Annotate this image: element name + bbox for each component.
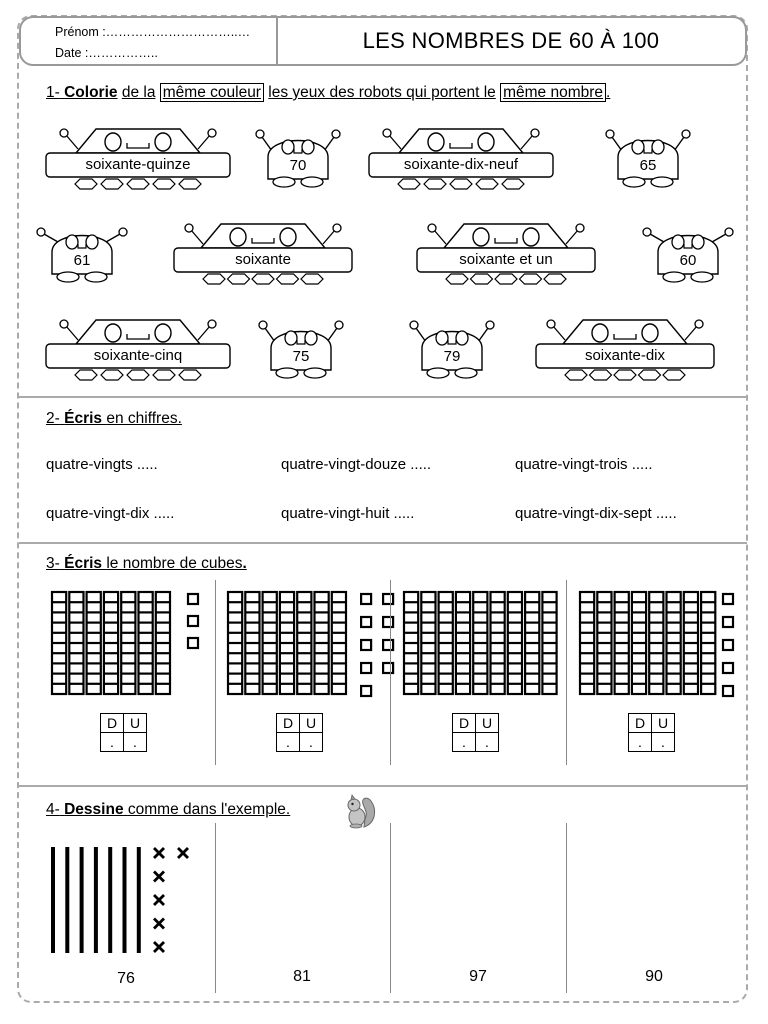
cubes-group: [580, 592, 750, 702]
ten-rod: [421, 592, 435, 694]
robot-label: soixante-dix-neuf: [403, 156, 519, 173]
unit-cross: [154, 895, 164, 905]
tens-answer-cell[interactable]: .: [277, 733, 300, 752]
unit-cube: [361, 617, 371, 627]
units-answer-cell[interactable]: .: [124, 733, 147, 752]
tens-header: D: [101, 714, 124, 733]
units-answer-cell[interactable]: .: [300, 733, 323, 752]
ten-rod: [52, 592, 66, 694]
robot-label: soixante-quinze: [85, 156, 191, 173]
section1-end: .: [606, 84, 611, 101]
example-drawing: [46, 845, 206, 965]
robot-eye[interactable]: [592, 324, 608, 342]
unit-cross: [154, 919, 164, 929]
robot-eye[interactable]: [692, 235, 704, 249]
cubes-group: [228, 592, 398, 702]
tens-header: D: [629, 714, 652, 733]
ten-rod: [439, 592, 453, 694]
robot-label: soixante-dix: [584, 347, 666, 364]
blob-robot[interactable]: [34, 222, 130, 284]
tens-header: D: [453, 714, 476, 733]
unit-cube: [188, 638, 198, 648]
ten-rod: [615, 592, 629, 694]
ten-rod: [104, 592, 118, 694]
section1-verb: Colorie: [64, 84, 118, 101]
ten-rod: [228, 592, 242, 694]
ten-rod: [667, 592, 681, 694]
ten-rod: [580, 592, 594, 694]
robot-eye[interactable]: [456, 331, 468, 345]
write-item-4[interactable]: quatre-vingt-dix .....: [46, 505, 175, 522]
blob-robot[interactable]: [253, 318, 349, 380]
du-table[interactable]: [100, 713, 147, 752]
robot-eye[interactable]: [652, 140, 664, 154]
du-table[interactable]: [276, 713, 323, 752]
robot-eye[interactable]: [473, 228, 489, 246]
cubes-group: [404, 592, 574, 702]
unit-cross: [154, 942, 164, 952]
long-robot[interactable]: [416, 222, 596, 286]
robot-eye[interactable]: [86, 235, 98, 249]
robot-number: 60: [679, 252, 697, 269]
ten-rod: [121, 592, 135, 694]
student-info: [21, 18, 278, 64]
tens-answer-cell[interactable]: .: [629, 733, 652, 752]
header: [19, 16, 747, 66]
separator: [390, 823, 391, 993]
units-header: U: [476, 714, 499, 733]
section4-text: comme dans l'exemple.: [127, 801, 291, 818]
robot-eye[interactable]: [523, 228, 539, 246]
robot-number: 65: [639, 157, 657, 174]
robot-label: soixante: [235, 251, 291, 268]
section3-verb: Écris: [64, 555, 103, 572]
units-answer-cell[interactable]: .: [476, 733, 499, 752]
ten-rod: [139, 592, 153, 694]
ten-rod: [404, 592, 418, 694]
write-item-2[interactable]: quatre-vingt-douze .....: [281, 456, 432, 473]
robot-eye[interactable]: [285, 331, 297, 345]
unit-cube: [383, 640, 393, 650]
robot-eye[interactable]: [282, 140, 294, 154]
section3-text: le nombre de cubes: [106, 555, 243, 572]
robot-eye[interactable]: [105, 133, 121, 151]
blob-robot[interactable]: [640, 222, 736, 284]
separator: [215, 823, 216, 993]
unit-cube: [723, 594, 733, 604]
robot-eye[interactable]: [428, 133, 444, 151]
target-number-1: 81: [293, 968, 311, 985]
unit-cube: [361, 640, 371, 650]
write-item-1[interactable]: quatre-vingts .....: [46, 456, 158, 473]
section1-title: [46, 84, 610, 102]
cubes-group: [52, 592, 222, 702]
du-table[interactable]: [452, 713, 499, 752]
section4-verb: Dessine: [64, 801, 124, 818]
units-header: U: [300, 714, 323, 733]
robot-number: 61: [73, 252, 91, 269]
ten-rod: [156, 592, 170, 694]
ten-rod: [245, 592, 259, 694]
robot-eye[interactable]: [642, 324, 658, 342]
unit-cube: [723, 686, 733, 696]
robot-eye[interactable]: [305, 331, 317, 345]
section1-box2: même nombre: [500, 83, 606, 102]
section2-verb: Écris: [64, 410, 103, 427]
ten-rod: [263, 592, 277, 694]
long-robot[interactable]: [535, 318, 715, 382]
units-answer-cell[interactable]: .: [652, 733, 675, 752]
section4-title: [46, 801, 290, 819]
ten-rod: [473, 592, 487, 694]
ten-rod: [491, 592, 505, 694]
ten-rod: [332, 592, 346, 694]
section1-text-b: les yeux des robots qui portent le: [268, 84, 496, 101]
ten-rod: [297, 592, 311, 694]
section2-title: [46, 410, 182, 428]
example-number: 76: [117, 970, 135, 987]
unit-cross: [178, 848, 188, 858]
separator: [566, 823, 567, 993]
prenom-field[interactable]: Prénom :…………………………..…: [55, 25, 251, 39]
page-title: LES NOMBRES DE 60 À 100: [362, 28, 660, 53]
separator: [566, 580, 567, 765]
robot-eye[interactable]: [302, 140, 314, 154]
section3-number: 3-: [46, 555, 60, 572]
robot-eye[interactable]: [280, 228, 296, 246]
unit-cube: [723, 663, 733, 673]
divider-3: [19, 785, 747, 787]
robot-eye[interactable]: [230, 228, 246, 246]
ten-rod: [649, 592, 663, 694]
robot-label: soixante et un: [459, 251, 553, 268]
divider-1: [19, 396, 747, 398]
unit-cross: [154, 848, 164, 858]
date-field[interactable]: Date :……………..: [55, 46, 158, 60]
robot-eye[interactable]: [155, 133, 171, 151]
unit-cube: [188, 616, 198, 626]
section1-number: 1-: [46, 84, 60, 101]
robot-eye[interactable]: [632, 140, 644, 154]
section2-number: 2-: [46, 410, 60, 427]
tens-answer-cell[interactable]: .: [453, 733, 476, 752]
tens-header: D: [277, 714, 300, 733]
robot-eye[interactable]: [155, 324, 171, 342]
blob-robot[interactable]: [600, 127, 696, 189]
separator: [390, 580, 391, 765]
ten-rod: [684, 592, 698, 694]
units-header: U: [652, 714, 675, 733]
write-item-5[interactable]: quatre-vingt-huit .....: [281, 505, 415, 522]
unit-cube: [361, 663, 371, 673]
write-item-6[interactable]: quatre-vingt-dix-sept .....: [515, 505, 677, 522]
robot-eye[interactable]: [436, 331, 448, 345]
ten-rod: [597, 592, 611, 694]
ten-rod: [632, 592, 646, 694]
unit-cube: [383, 594, 393, 604]
unit-cross: [154, 872, 164, 882]
ten-rod: [69, 592, 83, 694]
robot-number: 70: [289, 157, 307, 174]
unit-cube: [723, 617, 733, 627]
robot-label: soixante-cinq: [93, 347, 183, 364]
unit-cube: [723, 640, 733, 650]
robot-number: 79: [443, 348, 461, 365]
unit-cube: [383, 617, 393, 627]
blob-robot[interactable]: [404, 318, 500, 380]
long-robot[interactable]: [45, 318, 231, 382]
target-number-3: 90: [645, 968, 663, 985]
units-header: U: [124, 714, 147, 733]
robot-number: 75: [292, 348, 310, 365]
long-robot[interactable]: [368, 127, 554, 191]
ten-rod: [542, 592, 556, 694]
write-item-3[interactable]: quatre-vingt-trois .....: [515, 456, 653, 473]
long-robot[interactable]: [173, 222, 353, 286]
robot-eye[interactable]: [66, 235, 78, 249]
ten-rod: [456, 592, 470, 694]
section1-text-a: de la: [121, 84, 156, 101]
section3-title: [46, 555, 247, 573]
unit-cube: [361, 594, 371, 604]
divider-2: [19, 542, 747, 544]
squirrel-icon: [344, 793, 378, 834]
target-number-2: 97: [469, 968, 487, 985]
ten-rod: [525, 592, 539, 694]
unit-cube: [361, 686, 371, 696]
blob-robot[interactable]: [250, 127, 346, 189]
robot-eye[interactable]: [672, 235, 684, 249]
section4-number: 4-: [46, 801, 60, 818]
du-table[interactable]: [628, 713, 675, 752]
unit-cube: [188, 594, 198, 604]
ten-rod: [315, 592, 329, 694]
long-robot[interactable]: [45, 127, 231, 191]
section2-text: en chiffres.: [106, 410, 182, 427]
ten-rod: [508, 592, 522, 694]
ten-rod: [280, 592, 294, 694]
tens-answer-cell[interactable]: .: [101, 733, 124, 752]
ten-rod: [87, 592, 101, 694]
unit-cube: [383, 663, 393, 673]
robot-eye[interactable]: [478, 133, 494, 151]
robot-eye[interactable]: [105, 324, 121, 342]
section3-end: .: [242, 555, 247, 572]
ten-rod: [701, 592, 715, 694]
section1-box1: même couleur: [160, 83, 264, 102]
separator: [215, 580, 216, 765]
